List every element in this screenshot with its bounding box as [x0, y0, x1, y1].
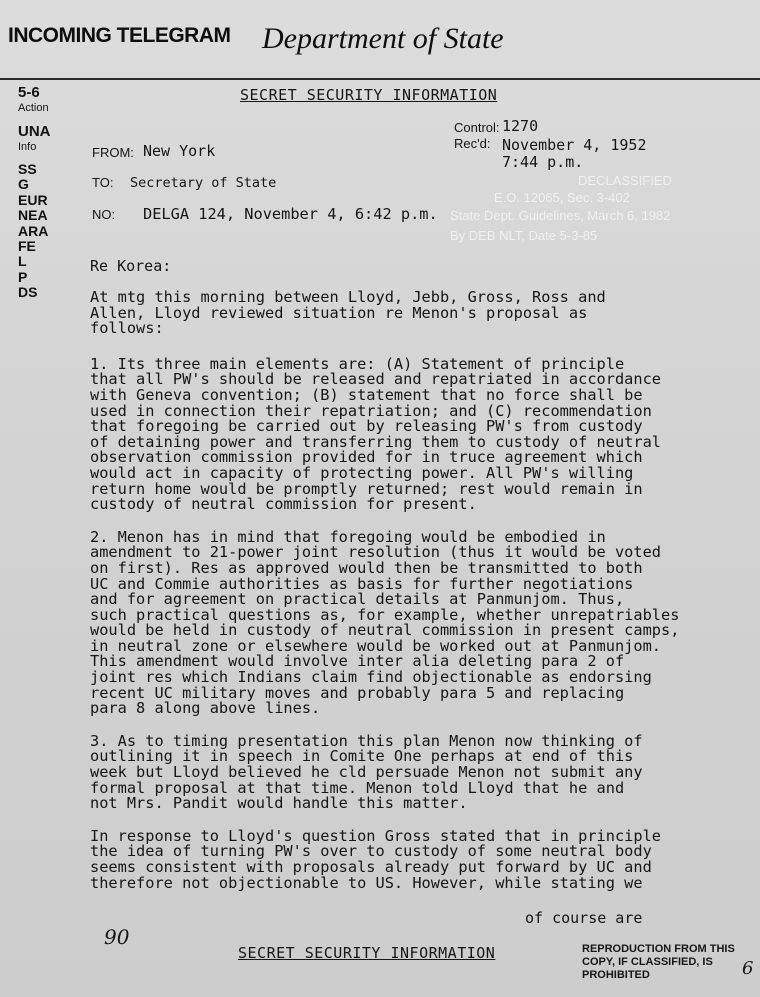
routing-code: NEA	[18, 207, 48, 224]
reproduction-notice: REPRODUCTION FROM THIS COPY, IF CLASSIFIED, IS PROHIBITED	[582, 943, 735, 981]
from-label: FROM:	[92, 145, 134, 160]
routing-info: Info	[18, 141, 37, 153]
no-value: DELGA 124, November 4, 6:42 p.m.	[143, 205, 438, 223]
header-department-of-state: Department of State	[262, 22, 504, 55]
routing-code: G	[18, 176, 29, 193]
routing-code: SS	[18, 161, 37, 177]
routing-code: DS	[18, 284, 38, 301]
paragraph-4: In response to Lloyd's question Gross stated that in principle the idea of turning PW's over to custody of some neutral body seems consistent with proposals already put forward by UC and therefore not objectionable to US. However, while stating we	[90, 826, 661, 892]
routing-code: FE	[18, 238, 36, 255]
paragraph-2: 2. Menon has in mind that foregoing would be embodied in amendment to 21-power joint resolution (thus it would be voted on first). Res as approved would then be transmitted to both UC and Commie authorities as basis for further negotiations and for agreement on practical details at Panmunjom. Thus, such practical questions as, for example, whether unrepatriables would be held in custody of neutral commission in present camps, in neutral zone or elsewhere would be worked out at Panmunjom. This amendment would involve inter alia deleting para 2 of joint res which Indians claim find objectionable as endorsing recent UC military moves and probably para 5 and replacing para 8 along above lines.	[90, 527, 680, 718]
message-body	[90, 290, 710, 908]
to-label: TO:	[92, 175, 114, 190]
declassified-stamp: DECLASSIFIED	[578, 173, 672, 188]
handwritten-page-mark: 90	[104, 925, 130, 949]
paragraph-3: 3. As to timing presentation this plan Menon now thinking of outlining it in speech in Comite One perhaps at end of this week but Lloyd believed he cld persuade Menon not submit any formal proposal at that time. Menon told Lloyd that he and not Mrs. Pandit would handle this matter.	[90, 731, 643, 813]
classification-top: SECRET SECURITY INFORMATION	[240, 86, 498, 104]
header-rule	[0, 78, 760, 80]
declassified-by: By DEB NLT, Date 5-3-85	[450, 228, 598, 243]
routing-action: Action	[18, 102, 49, 114]
header-incoming-telegram: INCOMING TELEGRAM	[8, 24, 231, 47]
routing-number: 5-6	[18, 84, 40, 101]
declassified-guidelines: State Dept. Guidelines, March 6, 1982	[450, 208, 671, 223]
control-label: Control:	[454, 120, 500, 135]
routing-code: ARA	[18, 222, 49, 239]
subject-line: Re Korea:	[90, 257, 172, 275]
control-value: 1270	[502, 117, 539, 135]
classification-bottom: SECRET SECURITY INFORMATION	[238, 944, 496, 962]
routing-code: P	[18, 268, 28, 285]
declassified-eo: E.O. 12065, Sec. 3-402	[494, 190, 630, 205]
paragraph-1: 1. Its three main elements are: (A) Statement of principle that all PW's should be released and repatriated in accordance with Geneva convention; (B) statement that no force shall be used in connection their repatriation; and (C) recommendation that foregoing be carried out by releasing PW's from custody of detaining power and transferring them to custody of neutral observation commission provided for in truce agreement which would act in capacity of protecting power. All PW's willing return home would be promptly returned; rest would remain in custody of neutral commission for present.	[90, 354, 661, 514]
routing-code: L	[18, 253, 27, 270]
to-value: Secretary of State	[130, 175, 277, 191]
routing-column	[18, 84, 51, 301]
recd-label: Rec'd:	[454, 136, 491, 151]
paragraph-intro: At mtg this morning between Lloyd, Jebb, Gross, Ross and Allen, Lloyd reviewed situation re Menon's proposal as follows:	[90, 288, 606, 338]
recd-time: 7:44 p.m.	[502, 153, 584, 171]
continuation-text: of course are	[525, 909, 643, 927]
from-value: New York	[143, 142, 216, 160]
recd-date: November 4, 1952	[502, 136, 647, 154]
routing-code: EUR	[18, 191, 48, 208]
routing-una: UNA	[18, 123, 51, 140]
no-label: NO:	[92, 207, 116, 222]
handwritten-corner-mark: 6	[742, 958, 754, 979]
